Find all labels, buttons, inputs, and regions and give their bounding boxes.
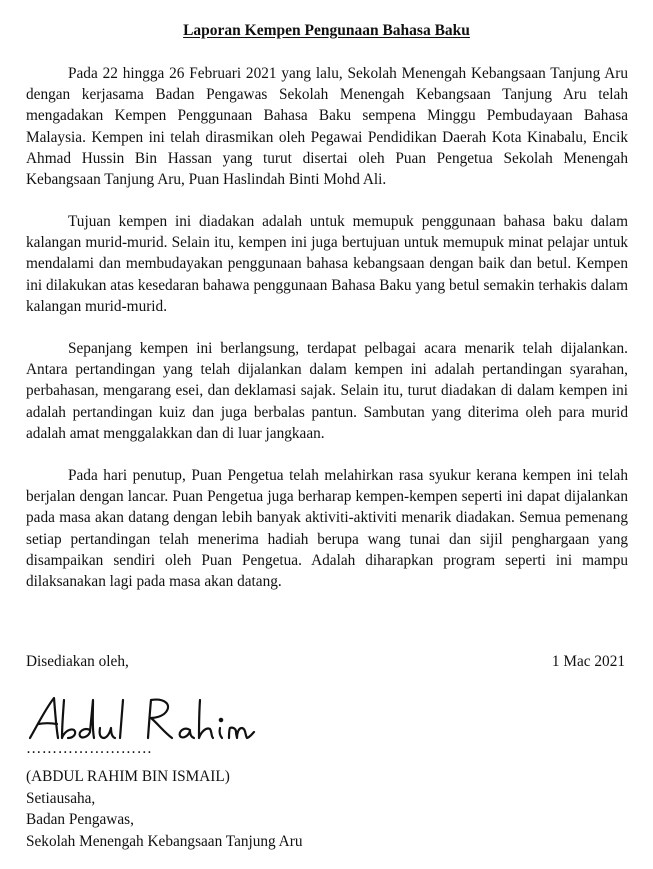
report-date: 1 Mac 2021 (551, 653, 625, 670)
signatory-organization: Badan Pengawas, (26, 811, 134, 829)
paragraph-objective: Tujuan kempen ini diadakan adalah untuk memupuk penggunaan bahasa baku dalam kalangan murid-murid. Selain itu, kempen ini juga bertujuan untuk memupuk minat pelajar untuk mendalami dan membudayakan penggunaan bahasa kebangsaan dengan baik dan betul. Kempen ini dilakukan atas kesedaran bahawa penggunaan Bahasa Baku yang betul semakin terhakis dalam kalangan murid-murid. (26, 213, 628, 315)
signatory-name: (ABDUL RAHIM BIN ISMAIL) (26, 768, 230, 785)
report-title: Laporan Kempen Pengunaan Bahasa Baku (183, 22, 470, 39)
paragraph-activities: Sepanjang kempen ini berlangsung, terdapat pelbagai acara menarik telah dijalankan. Antara pertandingan yang telah dijalankan dalam kempen ini adalah pertandingan syarahan, perbahasan, mengarang esei, dan deklamasi sajak. Selain itu, turut diadakan di dalam kempen ini adalah pertandingan kuiz dan juga berbalas pantun. Sambutan yang diterima oleh para murid adalah amat menggalakkan dan di luar jangkaan. (26, 340, 628, 442)
paragraph-closing: Pada hari penutup, Puan Pengetua telah melahirkan rasa syukur kerana kempen ini telah berjalan dengan lancar. Puan Pengetua juga berharap kempen-kempen seperti ini dapat dijalankan pada masa akan datang dengan lebih banyak aktiviti-aktiviti menarik diadakan. Semua pemenang setiap pertandingan telah menerima hadiah berupa wang tunai dan sijil penghargaan yang disampaikan sendiri oleh Puan Pengetua. Adalah diharapkan program seperti ini mampu dilaksanakan lagi pada masa akan datang. (26, 467, 628, 591)
paragraph-introduction: Pada 22 hingga 26 Februari 2021 yang lalu, Sekolah Menengah Kebangsaan Tanjung Aru dengan kerjasama Badan Pengawas Sekolah Menengah Kebangsaan Tanjung Aru telah mengadakan Kempen Penggunaan Bahasa Baku sempena Minggu Pembudayaan Bahasa Malaysia. Kempen ini telah dirasmikan oleh Pegawai Pendidikan Daerah Kota Kinabalu, Encik Ahmad Hussin Bin Hassan yang turut disertai oleh Puan Pengetua Sekolah Menengah Kebangsaan Tanjung Aru, Puan Haslindah Binti Mohd Ali. (26, 65, 628, 189)
signatory-school: Sekolah Menengah Kebangsaan Tanjung Aru (26, 832, 303, 850)
prepared-by-label: Disediakan oleh, (26, 653, 129, 670)
signatory-position: Setiausaha, (26, 789, 96, 807)
signatory-block (26, 766, 302, 852)
signature-line: …………………… (26, 740, 153, 757)
